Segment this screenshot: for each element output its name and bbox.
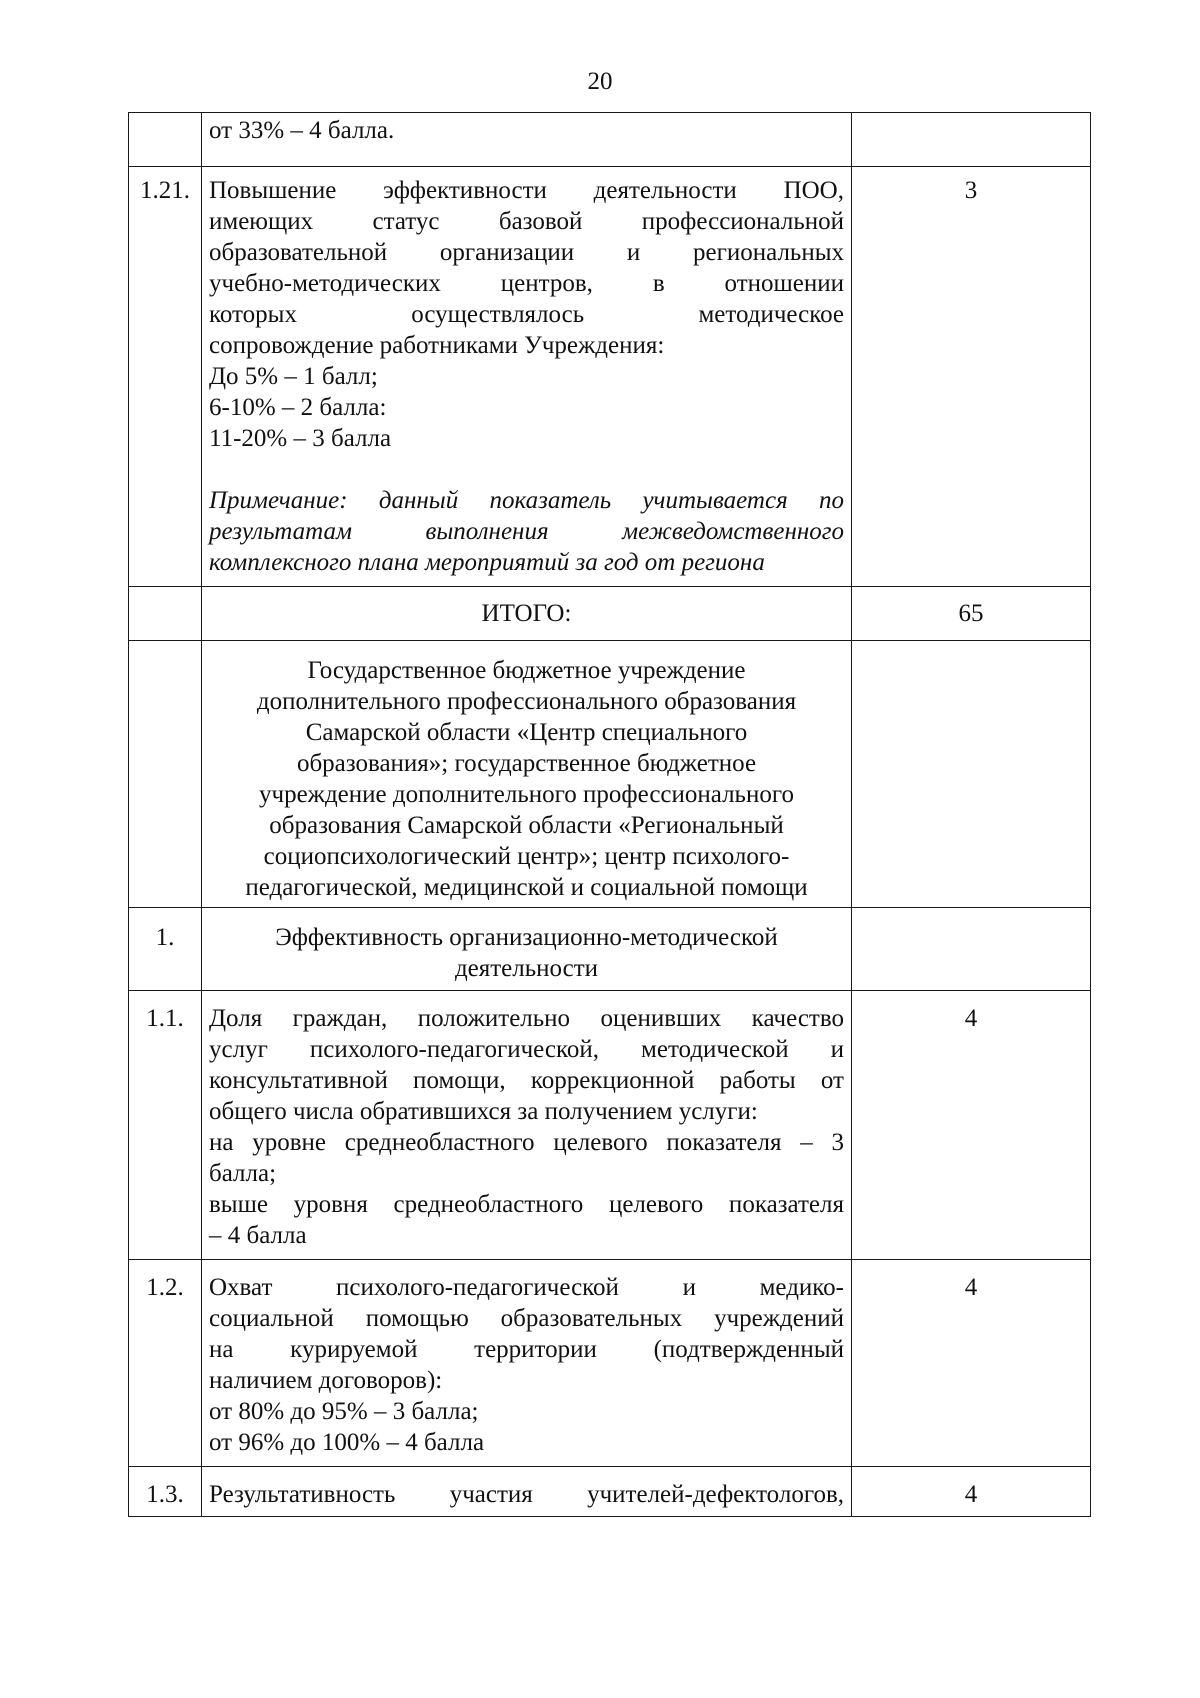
row-number: 1.3. (129, 1467, 202, 1517)
row-number (129, 641, 202, 908)
section-title: Эффективность организационно-методической деятельности (202, 908, 852, 991)
row-number: 1.21. (129, 167, 202, 587)
row-number: 1. (129, 908, 202, 991)
criterion-text: Повышение эффективности деятельности ПОО, имеющих статус базовой профессиональной образовательной организации и региональных учебно-методических центров, в отношении которых осуществлялось методическое сопровождение работниками Учреждения: До 5% – 1 балл; 6-10% – 2 балла: 11-20% – 3 балла Примечание: данный показатель учитывается по результатам выполнения межведомственного комплексного плана мероприятий за год от региона (202, 167, 852, 587)
table-row (129, 991, 1091, 1260)
total-label: ИТОГО: (202, 587, 852, 641)
table-row (129, 113, 1091, 167)
criterion-text: Охват психолого-педагогической и медико- социальной помощью образовательных учреждений на курируемой территории (подтвержденный наличием договоров): от 80% до 95% – 3 балла; от 96% до 100% – 4 балла (202, 1260, 852, 1467)
criteria-table (128, 112, 1091, 1517)
row-number: 1.2. (129, 1260, 202, 1467)
row-number (129, 113, 202, 167)
row-score: 3 (852, 167, 1091, 587)
row-score (852, 113, 1091, 167)
row-score (852, 908, 1091, 991)
row-score: 4 (852, 1467, 1091, 1517)
row-score (852, 641, 1091, 908)
row-number: 1.1. (129, 991, 202, 1260)
criterion-text: Результативность участия учителей-дефектологов, (202, 1467, 852, 1517)
row-score: 4 (852, 991, 1091, 1260)
table-row (129, 1467, 1091, 1517)
row-number (129, 587, 202, 641)
organization-name: Государственное бюджетное учреждение дополнительного профессионального образования Самарской области «Центр специального образования»; государственное бюджетное учреждение дополнительного профессионального образования Самарской области «Региональный социопсихологический центр»; центр психолого- педагогической, медицинской и социальной помощи (202, 641, 852, 908)
total-score: 65 (852, 587, 1091, 641)
row-score: 4 (852, 1260, 1091, 1467)
page-number: 20 (587, 68, 613, 95)
table-row (129, 1260, 1091, 1467)
total-row (129, 587, 1091, 641)
organization-row (129, 641, 1091, 908)
table-row (129, 167, 1091, 587)
section-row (129, 908, 1091, 991)
criterion-text: Доля граждан, положительно оценивших качество услуг психолого-педагогической, методической и консультативной помощи, коррекционной работы от общего числа обратившихся за получением услуги: на уровне среднеобластного целевого показателя – 3 балла; выше уровня среднеобластного целевого показателя – 4 балла (202, 991, 852, 1260)
criterion-text: от 33% – 4 балла. (202, 113, 852, 167)
criterion-note: Примечание: данный показатель учитывается по результатам выполнения межведомственного комплексного плана мероприятий за год от региона (209, 487, 844, 576)
